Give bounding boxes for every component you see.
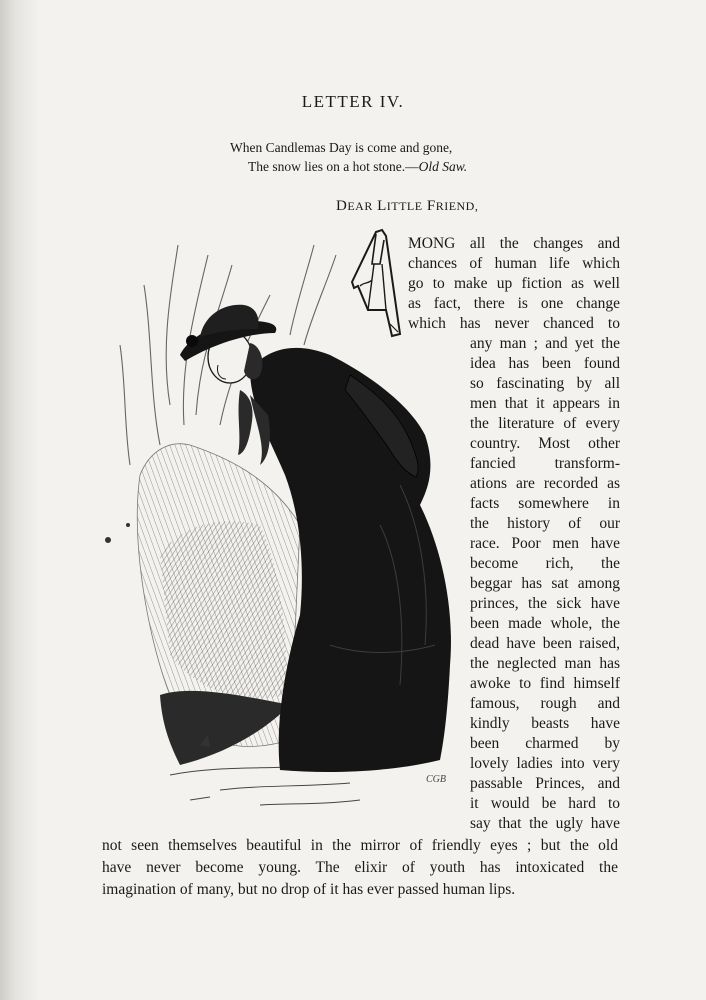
- body-line-32: have never become young. The elixir of youth has intoxicated the: [102, 859, 618, 876]
- body-line-9: men that it appears in: [470, 395, 620, 412]
- body-line-31: not seen themselves beautiful in the mirror of friendly eyes ; but the old: [102, 837, 618, 854]
- salutation-l: L: [377, 198, 387, 214]
- body-line-30: say that the ugly have: [470, 815, 620, 832]
- body-line-18: beggar has sat among: [470, 575, 620, 592]
- body-line-33: imagination of many, but no drop of it has ever passed human lips.: [102, 881, 516, 898]
- body-line-21: dead have been raised,: [470, 635, 620, 652]
- body-line-24: famous, rough and: [470, 695, 620, 712]
- letter-title: LETTER IV.: [301, 92, 405, 111]
- body-line-19: princes, the sick have: [470, 595, 620, 612]
- body-line-29: it would be hard to: [470, 795, 620, 812]
- body-line-8: so fascinating by all: [470, 375, 620, 392]
- body-line-25: kindly beasts have: [470, 715, 620, 732]
- epigraph-line-2: [230, 157, 467, 176]
- body-line-14: facts somewhere in: [470, 495, 620, 512]
- body-line-27: lovely ladies into very: [470, 755, 620, 772]
- body-line-16: race. Poor men have: [470, 535, 620, 552]
- body-line-28: passable Princes, and: [470, 775, 620, 792]
- body-line-3: go to make up fiction as well: [408, 275, 620, 292]
- illustrator-monogram: CGB: [426, 774, 446, 785]
- body-line-20: been made whole, the: [470, 615, 620, 632]
- epigraph: [230, 138, 467, 176]
- epigraph-source: Old Saw.: [418, 159, 468, 174]
- body-line-17: become rich, the: [470, 555, 620, 572]
- body-line-4: as fact, there is one change: [408, 295, 620, 312]
- salutation-ittle: ITTLE: [386, 199, 423, 213]
- epigraph-line-1: When Candlemas Day is come and gone,: [230, 140, 453, 155]
- body-line-13: ations are recorded as: [470, 475, 620, 492]
- body-line-1: MONG all the changes and: [408, 235, 620, 252]
- salutation-riend: RIEND,: [435, 199, 479, 213]
- body-line-23: awoke to find himself: [470, 675, 620, 692]
- salutation-f: F: [426, 198, 436, 214]
- salutation-d: D: [336, 198, 348, 214]
- body-line-22: the neglected man has: [470, 655, 620, 672]
- body-line-10: the literature of every: [470, 415, 620, 432]
- salutation-ear: EAR: [347, 199, 373, 213]
- salutation: [336, 198, 478, 215]
- body-line-26: been charmed by: [470, 735, 620, 752]
- body-line-12: fancied transform-: [470, 455, 620, 472]
- body-line-7: idea has been found: [470, 355, 620, 372]
- epigraph-line-2-text: The snow lies on a hot stone.—: [248, 159, 419, 174]
- page-gutter-shadow: [0, 0, 40, 1000]
- body-line-6: any man ; and yet the: [470, 335, 620, 352]
- body-line-5: which has never chanced to: [408, 315, 620, 332]
- body-line-11: country. Most other: [470, 435, 620, 452]
- body-line-15: the history of our: [470, 515, 620, 532]
- body-line-2: chances of human life which: [408, 255, 620, 272]
